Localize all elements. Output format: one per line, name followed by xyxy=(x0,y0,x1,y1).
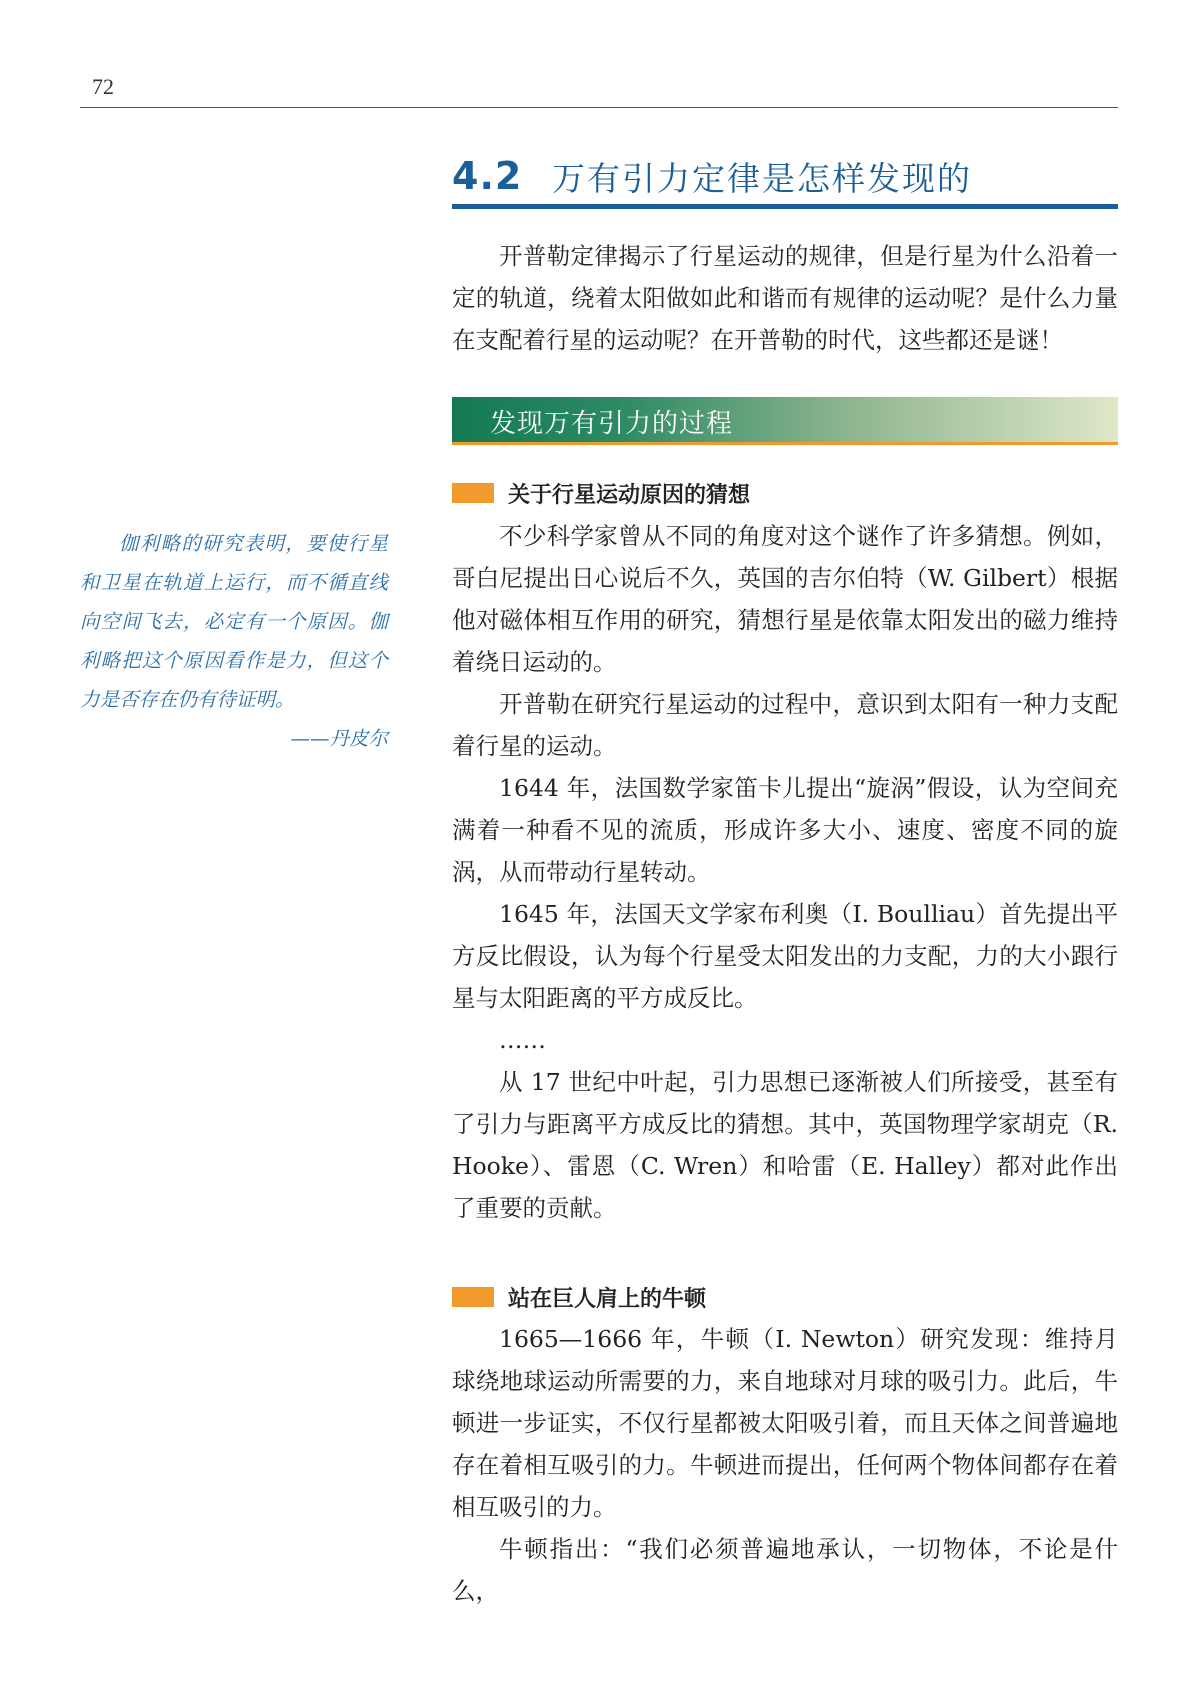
section-heading xyxy=(452,146,1118,206)
page-number: 72 xyxy=(92,74,114,99)
paragraph: 1644 年，法国数学家笛卡儿提出“旋涡”假设，认为空间充满着一种看不见的流质，形成许多大小、速度、密度不同的旋涡，从而带动行星转动。 xyxy=(452,774,1118,886)
ellipsis-paragraph: …… xyxy=(499,1026,546,1054)
subsection-heading-2 xyxy=(452,1281,706,1313)
sidebar-quote-text: 伽利略的研究表明，要使行星和卫星在轨道上运行，而不循直线向空间飞去，必定有一个原因。伽利略把这个原因看作是力，但这个力是否存在仍有待证明。 xyxy=(80,532,388,711)
subsection-title-2: 站在巨人肩上的牛顿 xyxy=(508,1286,707,1312)
heading-marker xyxy=(452,483,494,503)
paragraph: 1665—1666 年，牛顿（I. Newton）研究发现：维持月球绕地球运动所需要的力，来自地球对月球的吸引力。此后，牛顿进一步证实，不仅行星都被太阳吸引着，而且天体之间普遍地存在着相互吸引的力。牛顿进而提出，任何两个物体间都存在着相互吸引的力。 xyxy=(452,1325,1118,1521)
section-title: 万有引力定律是怎样发现的 xyxy=(552,158,972,198)
paragraph: 1645 年，法国天文学家布利奥（I. Boulliau）首先提出平方反比假设，认为每个行星受太阳发出的力支配，力的大小跟行星与太阳距离的平方成反比。 xyxy=(452,900,1118,1012)
sidebar-quote xyxy=(80,524,388,758)
intro-paragraph: 开普勒定律揭示了行星运动的规律，但是行星为什么沿着一定的轨道，绕着太阳做如此和谐而有规律的运动呢？是什么力量在支配着行星的运动呢？在开普勒的时代，这些都还是谜！ xyxy=(452,242,1118,354)
paragraph: 开普勒在研究行星运动的过程中，意识到太阳有一种力支配着行星的运动。 xyxy=(452,690,1118,760)
section-number: 4.2 xyxy=(452,154,523,198)
header-rule xyxy=(80,107,1118,108)
subsection-body-1 xyxy=(452,515,1118,1229)
intro-block xyxy=(452,235,1118,361)
heading-marker xyxy=(452,1287,494,1307)
paragraph: 牛顿指出：“我们必须普遍地承认，一切物体，不论是什么， xyxy=(452,1535,1118,1605)
sidebar-quote-author: ——丹皮尔 xyxy=(290,727,388,750)
section-rule xyxy=(452,204,1118,209)
subsection-heading-1 xyxy=(452,477,750,509)
paragraph: 不少科学家曾从不同的角度对这个谜作了许多猜想。例如，哥白尼提出日心说后不久，英国的吉尔伯特（W. Gilbert）根据他对磁体相互作用的研究，猜想行星是依靠太阳发出的磁力维持着绕日运动的。 xyxy=(452,522,1118,676)
subsection-body-2 xyxy=(452,1318,1118,1612)
paragraph: 从 17 世纪中叶起，引力思想已逐渐被人们所接受，甚至有了引力与距离平方成反比的猜想。其中，英国物理学家胡克（R. Hooke）、雷恩（C. Wren）和哈雷（E. Halley）都对此作出了重要的贡献。 xyxy=(452,1068,1118,1222)
banner-title: 发现万有引力的过程 xyxy=(490,409,734,439)
banner-heading xyxy=(452,397,1118,445)
subsection-title-1: 关于行星运动原因的猜想 xyxy=(508,482,751,508)
